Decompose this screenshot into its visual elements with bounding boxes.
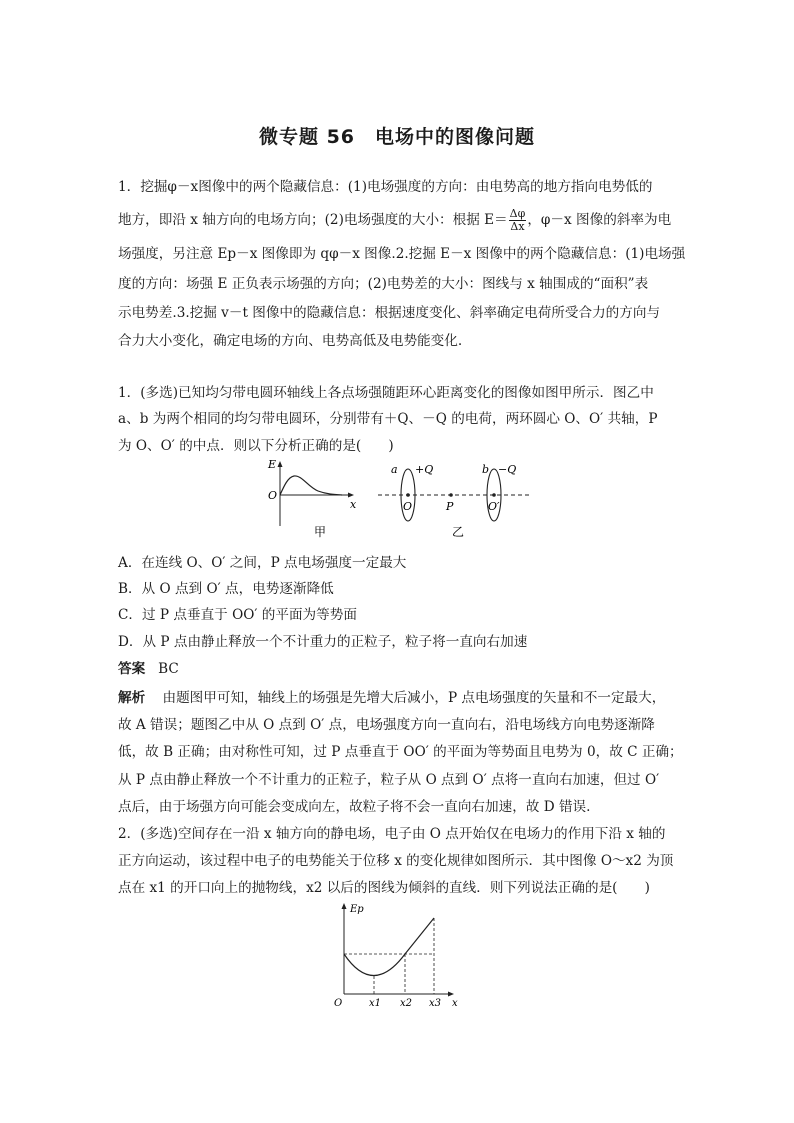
intro-line-2 — [118, 208, 680, 233]
x-axis-arrow — [448, 992, 454, 997]
fraction-denominator: Δx — [510, 220, 525, 233]
q2-line-1: 2．(多选)空间存在一沿 x 轴方向的静电场，电子由 O 点开始仅在电场力的作用下沿 x 轴的 — [118, 826, 666, 842]
intro-line-1: 1．挖掘φ－x图像中的两个隐藏信息：(1)电场强度的方向：由电势高的地方指向电势低的 — [118, 179, 653, 195]
yi-label-o-prime: O′ — [488, 500, 500, 513]
figure-jia — [262, 456, 372, 546]
intro-line-2a: 地方，即沿 x 轴方向的电场方向；(2)电场强度的大小：根据 E＝ — [118, 212, 508, 228]
q1-answer — [118, 657, 179, 677]
jia-x-axis-arrow — [348, 493, 354, 498]
answer-value: BC — [158, 661, 179, 677]
q1-analysis-line-4: 从 P 点由静止释放一个不计重力的正粒子，粒子从 O 点到 O′ 点将一直向右加速，但过 O′ — [118, 772, 660, 788]
jia-e-axis-arrow — [278, 461, 283, 467]
origin-label: O — [334, 998, 343, 1009]
page-title: 微专题 56 电场中的图像问题 — [258, 126, 536, 148]
ep-axis-arrow — [342, 903, 347, 909]
yi-point-p — [449, 493, 453, 497]
jia-x-label: x — [350, 498, 357, 511]
q1-line-2: a、b 为两个相同的均匀带电圆环，分别带有＋Q、－Q 的电荷，两环圆心 O、O′ 共轴，P — [118, 411, 658, 427]
ep-curve-line — [405, 918, 434, 954]
analysis-text-1: 由题图甲可知，轴线上的场强是先增大后减小，P 点电场强度的矢量和不一定最大， — [162, 690, 666, 706]
fraction-numerator: Δφ — [509, 207, 526, 220]
x1-label: x1 — [369, 998, 382, 1009]
figure-yi — [372, 456, 542, 546]
yi-label-p: P — [446, 500, 454, 513]
jia-caption: 甲 — [314, 525, 327, 539]
q1-option-a: A．在连线 O、O′ 之间，P 点电场强度一定最大 — [118, 555, 407, 571]
yi-point-o — [406, 493, 410, 497]
yi-label-minus-q: −Q — [498, 463, 517, 476]
yi-point-o-prime — [492, 493, 496, 497]
q1-analysis-line-3: 低，故 B 正确；由对称性可知，过 P 点垂直于 OO′ 的平面为等势面且电势为 0，故 C 正确； — [118, 744, 683, 760]
answer-label: 答案 — [118, 661, 146, 677]
jia-e-curve — [280, 476, 342, 495]
ep-curve-parabola — [344, 954, 405, 976]
intro-line-4: 度的方向：场强 E 正负表示场强的方向；(2)电势差的大小：图线与 x 轴围成的“面积”表 — [118, 276, 649, 292]
q2-line-3: 点在 x1 的开口向上的抛物线，x2 以后的图线为倾斜的直线．则下列说法正确的是( ) — [118, 880, 650, 896]
x-label: x — [452, 998, 458, 1009]
intro-line-2b: ，φ－x 图像的斜率为电 — [527, 212, 672, 228]
fraction-dphi-dx — [509, 208, 527, 233]
q2-line-2: 正方向运动，该过程中电子的电势能关于位移 x 的变化规律如图所示．其中图像 O～x2 为顶 — [118, 853, 674, 869]
figure-ep-x — [330, 898, 470, 1010]
jia-e-label: E — [268, 458, 277, 471]
q1-option-c: C．过 P 点垂直于 OO′ 的平面为等势面 — [118, 607, 357, 623]
q1-option-d: D．从 P 点由静止释放一个不计重力的正粒子，粒子将一直向右加速 — [118, 634, 528, 650]
q1-analysis-line-1 — [118, 686, 680, 706]
q1-analysis-line-2: 故 A 错误；题图乙中从 O 点到 O′ 点，电场强度方向一直向右，沿电场线方向电势逐渐降 — [118, 717, 655, 733]
q1-analysis-line-5: 点后，由于场强方向可能会变成向左，故粒子将不会一直向右加速，故 D 错误. — [118, 799, 591, 815]
yi-label-o: O — [403, 500, 413, 513]
intro-line-6: 合力大小变化，确定电场的方向、电势高低及电势能变化. — [118, 333, 463, 349]
yi-caption: 乙 — [452, 525, 465, 539]
yi-label-plus-q: +Q — [415, 463, 434, 476]
intro-line-5: 示电势差.3.挖掘 v－t 图像中的隐藏信息：根据速度变化、斜率确定电荷所受合力的方向与 — [118, 305, 661, 321]
x2-label: x2 — [400, 998, 413, 1009]
x3-label: x3 — [429, 998, 442, 1009]
q1-line-1: 1．(多选)已知均匀带电圆环轴线上各点场强随距环心距离变化的图像如图甲所示．图乙中 — [118, 385, 654, 401]
q1-line-3: 为 O、O′ 的中点．则以下分析正确的是( ) — [118, 438, 394, 454]
analysis-label: 解析 — [118, 690, 146, 706]
intro-line-3: 场强度，另注意 Ep－x 图像即为 qφ－x 图像.2.挖掘 E－x 图像中的两个隐藏信息：(1)电场强 — [118, 246, 686, 262]
yi-label-b: b — [482, 463, 490, 476]
ep-label: Ep — [350, 904, 364, 915]
q1-option-b: B．从 O 点到 O′ 点，电势逐渐降低 — [118, 581, 334, 597]
jia-origin-label: O — [268, 489, 278, 502]
yi-label-a: a — [391, 463, 398, 476]
